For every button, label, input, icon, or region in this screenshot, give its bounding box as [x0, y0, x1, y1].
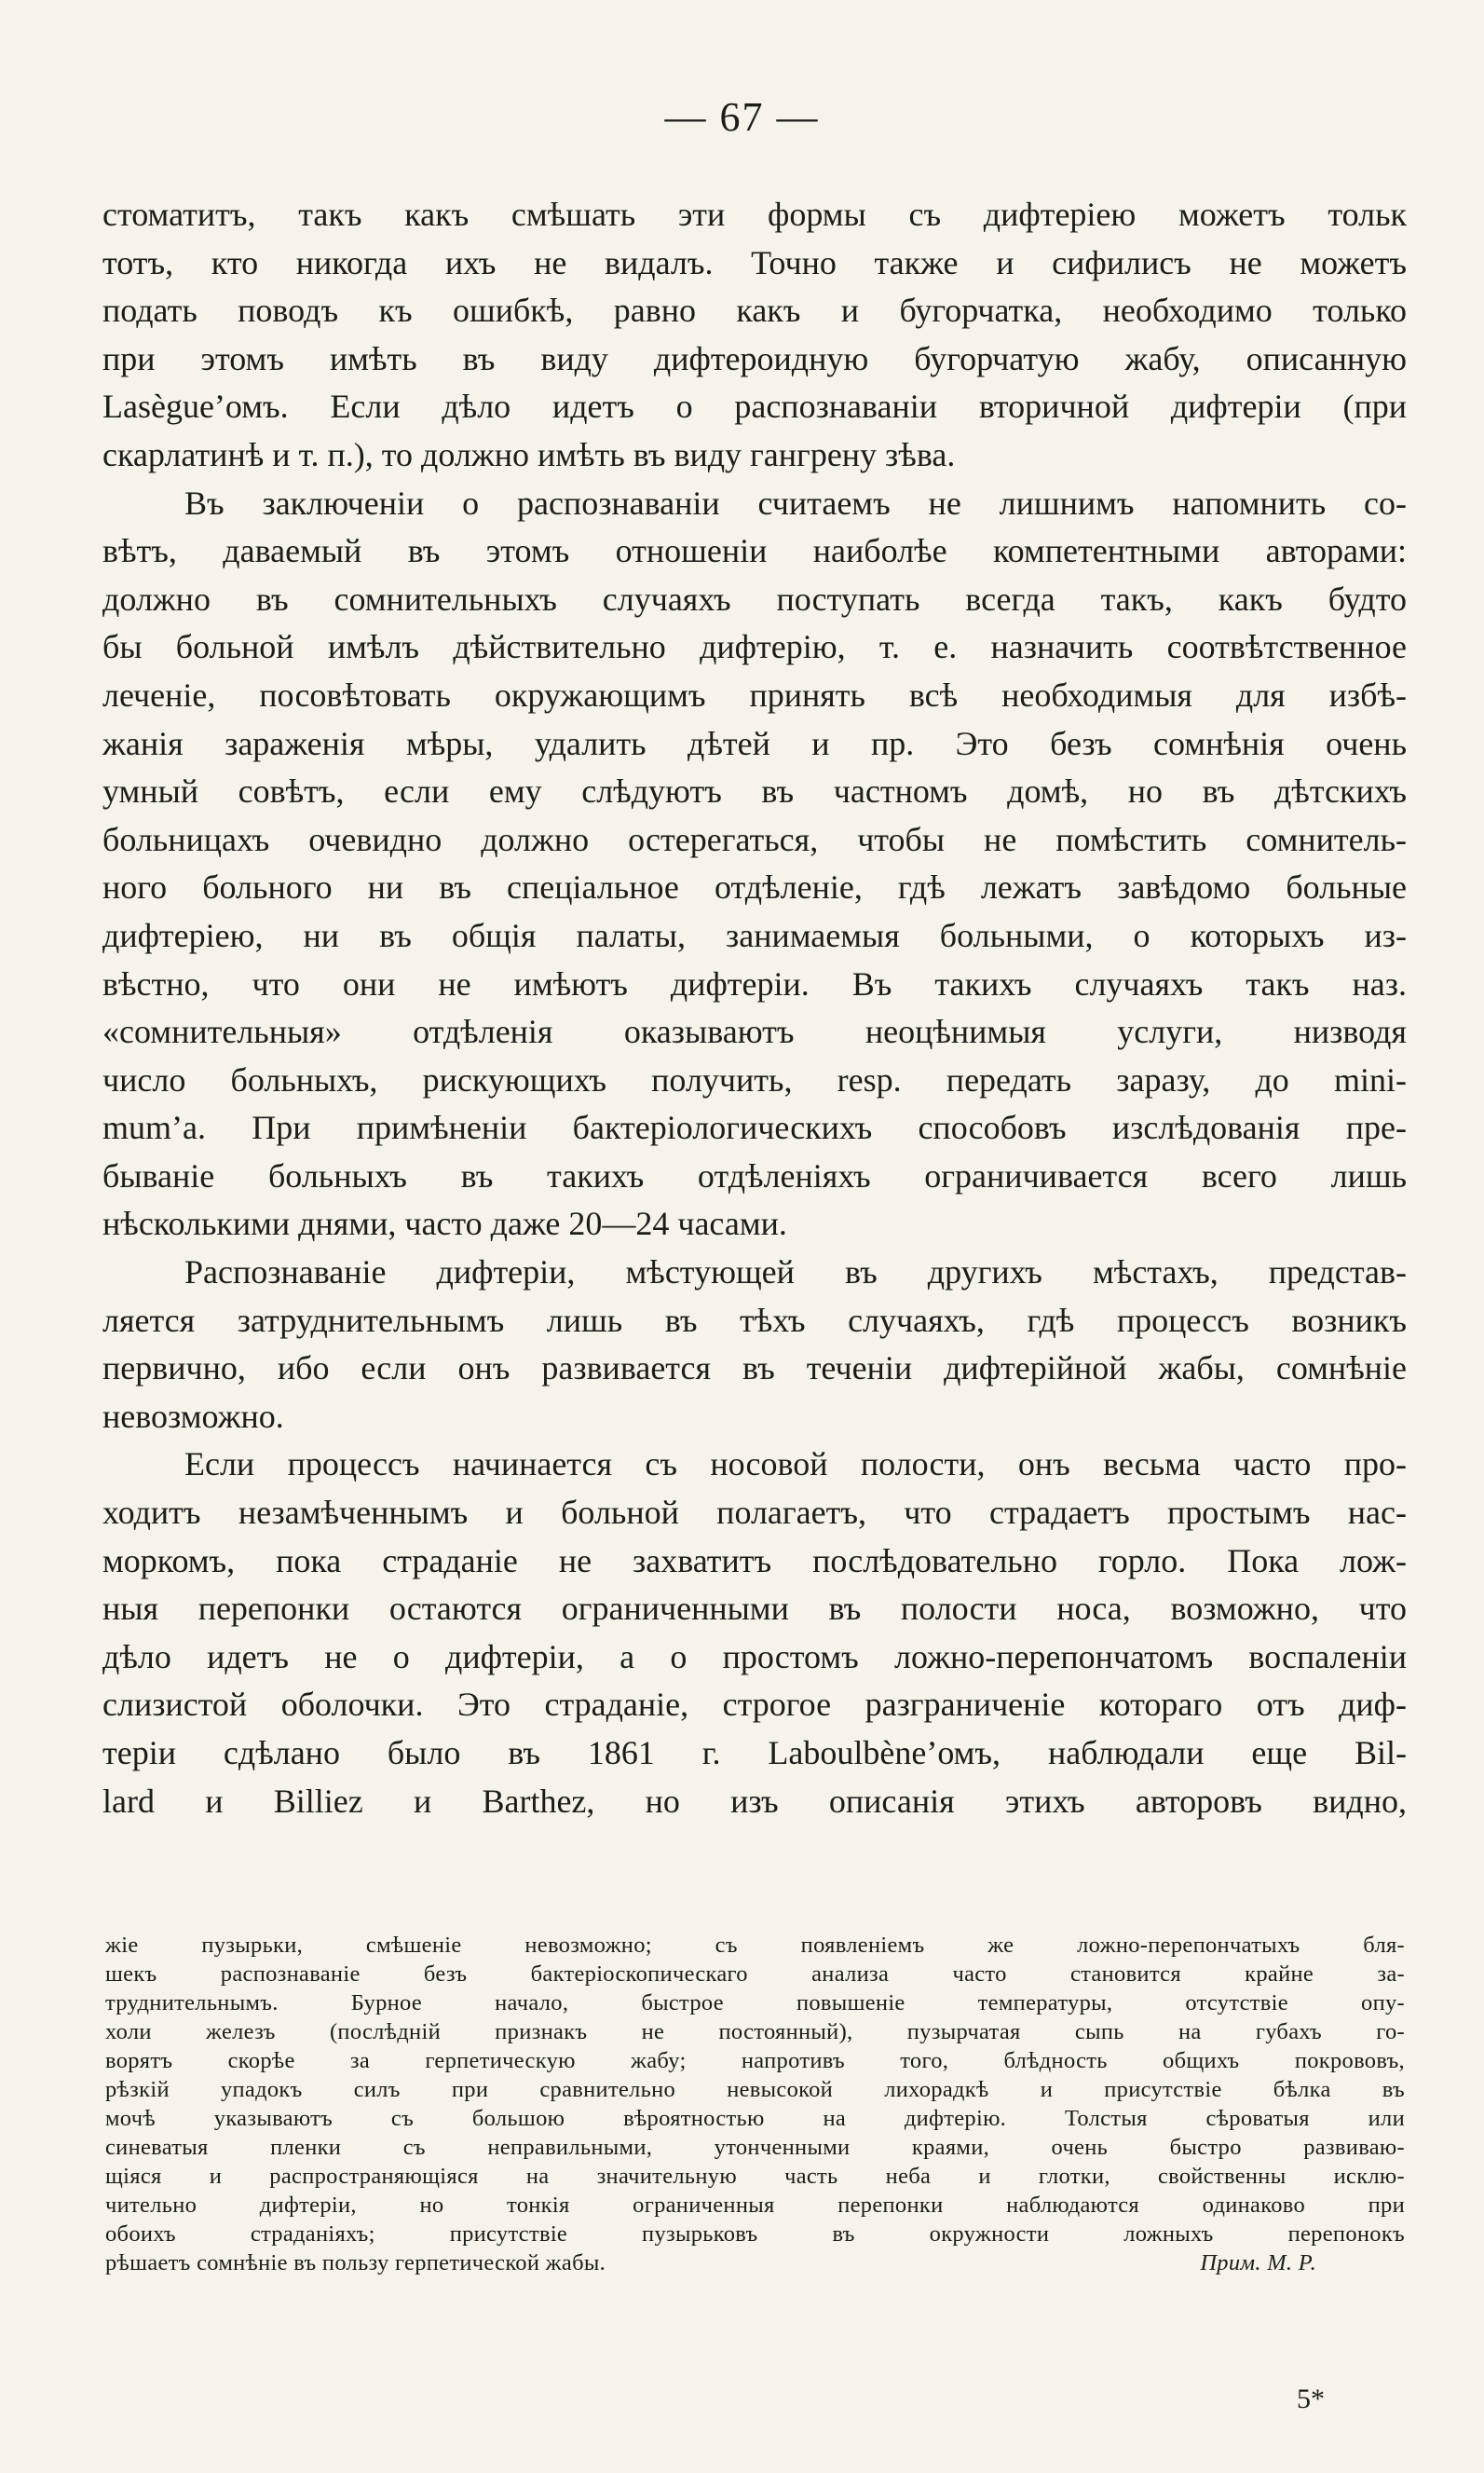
text-line: mum’а. При примѣненіи бактеріологическихъ способовъ изслѣдованія пре-	[102, 1109, 1407, 1147]
text-line: тотъ, кто никогда ихъ не видалъ. Точно также и сифилисъ не можетъ	[102, 243, 1407, 281]
main-text	[102, 191, 1407, 1825]
text-line: первично, ибо если онъ развивается въ теченіи дифтерійной жабы, сомнѣніе	[102, 1349, 1407, 1387]
text-line: «сомнительныя» отдѣленія оказываютъ неоцѣнимыя услуги, низводя	[102, 1013, 1407, 1051]
footnote-signature: Прим. М. Р.	[1200, 2250, 1316, 2275]
text-line: Lasègue’омъ. Если дѣло идетъ о распознаваніи вторичной дифтеріи (при	[102, 388, 1407, 426]
text-line: Если процессъ начинается съ носовой полости, онъ весьма часто про-	[184, 1445, 1407, 1483]
footnote-line: труднительнымъ. Бурное начало, быстрое повышеніе температуры, отсутствіе опу-	[105, 1990, 1405, 2015]
text-line: больницахъ очевидно должно остерегаться, чтобы не помѣстить сомнитель-	[102, 820, 1407, 858]
footnote-line: рѣзкій упадокъ силъ при сравнительно невысокой лихорадкѣ и присутствіе бѣлка въ	[105, 2077, 1405, 2102]
text-line: слизистой оболочки. Это страданіе, строгое разграниченіе котораго отъ диф-	[102, 1686, 1407, 1724]
text-line: вѣстно, что они не имѣютъ дифтеріи. Въ такихъ случаяхъ такъ наз.	[102, 964, 1407, 1003]
text-line: нѣсколькими днями, часто даже 20—24 часами.	[102, 1205, 787, 1243]
text-line: подать поводъ къ ошибкѣ, равно какъ и бугорчатка, необходимо только	[102, 292, 1407, 330]
footnote-line-text: рѣшаетъ сомнѣніе въ пользу герпетической жабы.	[105, 2250, 606, 2275]
text-line: вѣтъ, даваемый въ этомъ отношеніи наиболѣе компетентными авторами:	[102, 532, 1407, 570]
footnote-line: мочѣ указываютъ съ большою вѣроятностью на дифтерію. Толстыя сѣроватыя или	[105, 2106, 1405, 2131]
text-line: умный совѣтъ, если ему слѣдуютъ въ частномъ домѣ, но въ дѣтскихъ	[102, 772, 1407, 811]
text-line: lard и Billiez и Barthez, но изъ описанія этихъ авторовъ видно,	[102, 1782, 1407, 1820]
text-line: скарлатинѣ и т. п.), то должно имѣть въ виду гангрену зѣва.	[102, 435, 956, 473]
text-line: жанія зараженія мѣры, удалить дѣтей и пр. Это безъ сомнѣнія очень	[102, 724, 1407, 762]
text-line: бы больной имѣлъ дѣйствительно дифтерію, т. е. назначить соотвѣтственное	[102, 628, 1407, 666]
text-line: дифтеріею, ни въ общія палаты, занимаемыя больными, о которыхъ из-	[102, 916, 1407, 954]
footnote-line: щіяся и распространяющіяся на значительную часть неба и глотки, свойственны исклю-	[105, 2164, 1405, 2189]
text-line: стоматитъ, такъ какъ смѣшать эти формы съ дифтеріею можетъ тольк	[102, 196, 1407, 233]
text-line: дѣло идетъ не о дифтеріи, а о простомъ ложно-перепончатомъ воспаленіи	[102, 1637, 1407, 1675]
text-line: при этомъ имѣть въ виду дифтероидную бугорчатую жабу, описанную	[102, 339, 1407, 377]
text-line: ныя перепонки остаются ограниченными въ полости носа, возможно, что	[102, 1590, 1407, 1628]
text-line: число больныхъ, рискующихъ получить, resp. передать заразу, до mini-	[102, 1060, 1407, 1099]
text-line: ляется затруднительнымъ лишь въ тѣхъ случаяхъ, гдѣ процессъ возникъ	[102, 1301, 1407, 1339]
text-line: невозможно.	[102, 1397, 284, 1435]
footnote-line: ворятъ скорѣе за герпетическую жабу; напротивъ того, блѣдность общихъ покрововъ,	[105, 2048, 1405, 2073]
text-line: леченіе, посовѣтовать окружающимъ принять всѣ необходимыя для избѣ-	[102, 676, 1407, 714]
footnote	[105, 1931, 1405, 2277]
text-line: должно въ сомнительныхъ случаяхъ поступать всегда такъ, какъ будто	[102, 580, 1407, 618]
text-line: ходитъ незамѣченнымъ и больной полагаетъ, что страдаетъ простымъ нас-	[102, 1494, 1407, 1532]
text-line: Распознаваніе дифтеріи, мѣстующей въ другихъ мѣстахъ, представ-	[184, 1253, 1407, 1291]
printer-signature-mark: 5*	[1297, 2384, 1325, 2414]
text-line: Въ заключеніи о распознаваніи считаемъ не лишнимъ напомнить со-	[184, 484, 1407, 522]
text-line: ного больного ни въ спеціальное отдѣленіе, гдѣ лежатъ завѣдомо больные	[102, 868, 1407, 907]
footnote-line: синеватыя пленки съ неправильными, утонченными краями, очень быстро развиваю-	[105, 2135, 1405, 2160]
footnote-line: чительно дифтеріи, но тонкія ограниченныя перепонки наблюдаются одинаково при	[105, 2193, 1405, 2218]
footnote-line: обоихъ страданіяхъ; присутствіе пузырьковъ въ окружности ложныхъ перепонокъ	[105, 2221, 1405, 2247]
text-line: бываніе больныхъ въ такихъ отдѣленіяхъ ограничивается всего лишь	[102, 1156, 1407, 1195]
footnote-line: шекъ распознаваніе безъ бактеріоскопическаго анализа часто становится крайне за-	[105, 1961, 1405, 1987]
footnote-line: холи железъ (послѣдній признакъ не постоянный), пузырчатая сыпь на губахъ го-	[105, 2019, 1405, 2044]
text-line: теріи сдѣлано было въ 1861 г. Laboulbène’омъ, наблюдали еще Bil-	[102, 1734, 1407, 1771]
footnote-line: жіе пузырьки, смѣшеніе невозможно; съ появленіемъ же ложно-перепончатыхъ бля-	[105, 1933, 1405, 1958]
text-line: моркомъ, пока страданіе не захватитъ послѣдовательно горло. Пока лож-	[102, 1541, 1407, 1579]
footnote-line-last	[105, 2248, 1405, 2277]
page-number: — 67 —	[664, 94, 820, 140]
